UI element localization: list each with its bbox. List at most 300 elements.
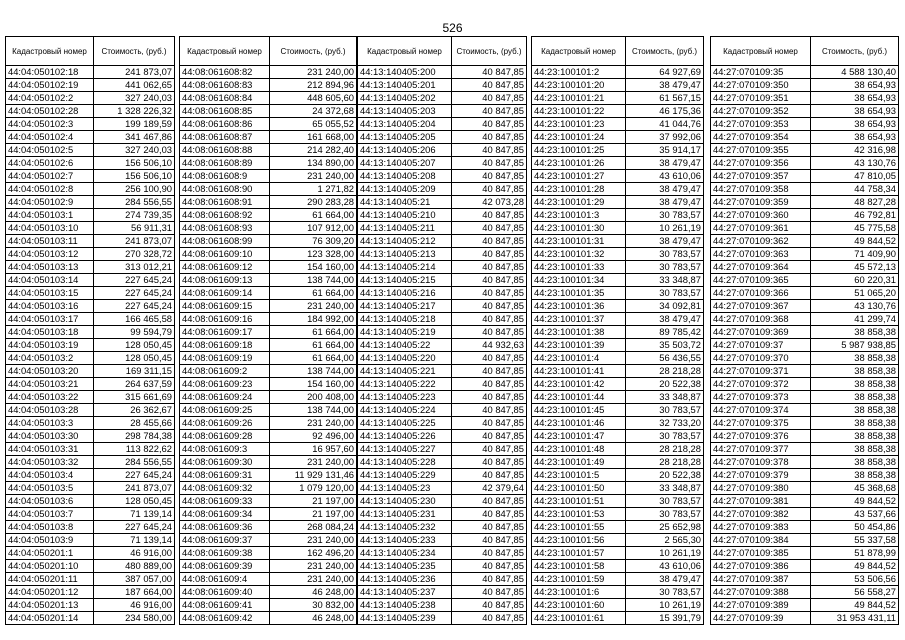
cost-cell: 40 847,85	[452, 326, 527, 339]
table-row	[180, 235, 357, 248]
cost-cell: 46 248,00	[270, 586, 357, 599]
table-row	[711, 508, 899, 521]
table-row	[711, 131, 899, 144]
table-row	[180, 92, 357, 105]
cadastral-number-cell: 44:23:100101:21	[532, 92, 626, 105]
cadastral-number-cell: 44:27:070109:355	[711, 144, 811, 157]
cost-cell: 49 844,52	[811, 560, 899, 573]
table-row	[711, 287, 899, 300]
table-row	[358, 560, 527, 573]
table-row	[711, 521, 899, 534]
cadastral-number-cell: 44:08:061609:2	[180, 365, 270, 378]
table-row	[180, 560, 357, 573]
cadastral-number-cell: 44:04:050103:3	[6, 417, 94, 430]
cost-cell: 71 139,14	[94, 508, 175, 521]
cost-cell: 38 654,93	[811, 105, 899, 118]
table-row	[6, 339, 175, 352]
cost-cell: 162 496,20	[270, 547, 357, 560]
cadastral-number-cell: 44:23:100101:29	[532, 196, 626, 209]
cost-cell: 28 218,28	[626, 456, 704, 469]
cadastral-number-cell: 44:04:050103:22	[6, 391, 94, 404]
cost-cell: 38 858,38	[811, 469, 899, 482]
cost-cell: 327 240,03	[94, 144, 175, 157]
cadastral-number-cell: 44:27:070109:360	[711, 209, 811, 222]
cadastral-number-cell: 44:04:050103:32	[6, 456, 94, 469]
cadastral-number-cell: 44:23:100101:4	[532, 352, 626, 365]
cadastral-number-cell: 44:13:140405:210	[358, 209, 452, 222]
cost-cell: 154 160,00	[270, 261, 357, 274]
cadastral-number-cell: 44:23:100101:37	[532, 313, 626, 326]
cost-cell: 40 847,85	[452, 469, 527, 482]
cadastral-number-cell: 44:13:140405:226	[358, 430, 452, 443]
cost-cell: 40 847,85	[452, 560, 527, 573]
cadastral-number-cell: 44:23:100101:44	[532, 391, 626, 404]
cadastral-number-cell: 44:27:070109:358	[711, 183, 811, 196]
cadastral-number-cell: 44:23:100101:34	[532, 274, 626, 287]
cadastral-number-cell: 44:08:061609:33	[180, 495, 270, 508]
cost-cell: 56 436,55	[626, 352, 704, 365]
table-row	[180, 105, 357, 118]
cost-cell: 45 572,13	[811, 261, 899, 274]
cost-cell: 38 479,47	[626, 196, 704, 209]
table-row	[180, 118, 357, 131]
cost-cell: 284 556,55	[94, 456, 175, 469]
cost-cell: 227 645,24	[94, 300, 175, 313]
table-row	[711, 365, 899, 378]
table-row	[180, 248, 357, 261]
table-row	[6, 495, 175, 508]
table-row	[358, 443, 527, 456]
cadastral-number-cell: 44:08:061609:3	[180, 443, 270, 456]
table-row	[532, 326, 704, 339]
cost-cell: 76 309,20	[270, 235, 357, 248]
cost-cell: 241 873,07	[94, 482, 175, 495]
table-row	[180, 365, 357, 378]
cadastral-number-cell: 44:13:140405:217	[358, 300, 452, 313]
cost-cell: 56 558,27	[811, 586, 899, 599]
cadastral-number-cell: 44:08:061609:42	[180, 612, 270, 625]
table-row	[532, 287, 704, 300]
cost-cell: 231 240,00	[270, 417, 357, 430]
cost-cell: 1 079 120,00	[270, 482, 357, 495]
cost-cell: 231 240,00	[270, 456, 357, 469]
table-row	[180, 469, 357, 482]
table-row	[711, 170, 899, 183]
table-row	[711, 417, 899, 430]
cadastral-number-cell: 44:27:070109:357	[711, 170, 811, 183]
table-row	[180, 378, 357, 391]
table-row	[180, 391, 357, 404]
cadastral-number-cell: 44:08:061609:15	[180, 300, 270, 313]
cost-cell: 38 858,38	[811, 365, 899, 378]
cadastral-number-cell: 44:27:070109:378	[711, 456, 811, 469]
cost-cell: 40 847,85	[452, 209, 527, 222]
cost-cell: 10 261,19	[626, 547, 704, 560]
cadastral-number-cell: 44:04:050201:10	[6, 560, 94, 573]
cadastral-number-cell: 44:27:070109:373	[711, 391, 811, 404]
cost-cell: 231 240,00	[270, 300, 357, 313]
table-row	[6, 196, 175, 209]
table-row	[180, 326, 357, 339]
cost-cell: 20 522,38	[626, 469, 704, 482]
table-row	[358, 235, 527, 248]
cost-cell: 40 847,85	[452, 404, 527, 417]
cadastral-number-cell: 44:04:050102:2	[6, 92, 94, 105]
table-row	[358, 482, 527, 495]
cadastral-number-cell: 44:13:140405:208	[358, 170, 452, 183]
table-row	[358, 456, 527, 469]
table-row	[532, 599, 704, 612]
cadastral-number-cell: 44:13:140405:227	[358, 443, 452, 456]
table-row	[711, 599, 899, 612]
cadastral-number-cell: 44:23:100101:3	[532, 209, 626, 222]
cadastral-number-cell: 44:27:070109:369	[711, 326, 811, 339]
table-row	[532, 183, 704, 196]
cost-cell: 65 055,52	[270, 118, 357, 131]
cost-cell: 214 282,40	[270, 144, 357, 157]
table-row	[358, 131, 527, 144]
cadastral-number-cell: 44:08:061609:12	[180, 261, 270, 274]
cost-cell: 64 927,69	[626, 66, 704, 79]
table-row	[358, 313, 527, 326]
cost-cell: 49 844,52	[811, 599, 899, 612]
cost-cell: 30 783,57	[626, 261, 704, 274]
cost-cell: 30 783,57	[626, 586, 704, 599]
cadastral-number-cell: 44:08:061609:30	[180, 456, 270, 469]
cadastral-number-cell: 44:04:050103:14	[6, 274, 94, 287]
table-row	[6, 105, 175, 118]
table-row	[711, 547, 899, 560]
cadastral-number-cell: 44:13:140405:225	[358, 417, 452, 430]
cadastral-number-cell: 44:27:070109:371	[711, 365, 811, 378]
cadastral-number-cell: 44:13:140405:205	[358, 131, 452, 144]
cadastral-number-cell: 44:23:100101:60	[532, 599, 626, 612]
cadastral-number-cell: 44:13:140405:215	[358, 274, 452, 287]
cost-cell: 44 758,34	[811, 183, 899, 196]
table-row	[358, 508, 527, 521]
cost-cell: 46 175,36	[626, 105, 704, 118]
cadastral-number-cell: 44:08:061608:9	[180, 170, 270, 183]
header-cost: Стоимость, (руб.)	[94, 37, 175, 66]
cost-cell: 61 664,00	[270, 326, 357, 339]
cost-cell: 51 065,20	[811, 287, 899, 300]
table-row	[6, 352, 175, 365]
cost-cell: 53 506,56	[811, 573, 899, 586]
cadastral-number-cell: 44:23:100101:28	[532, 183, 626, 196]
cadastral-number-cell: 44:27:070109:388	[711, 586, 811, 599]
cadastral-number-cell: 44:27:070109:376	[711, 430, 811, 443]
cadastral-number-cell: 44:04:050201:13	[6, 599, 94, 612]
table-row	[711, 482, 899, 495]
cadastral-number-cell: 44:08:061609:10	[180, 248, 270, 261]
cadastral-number-cell: 44:04:050201:14	[6, 612, 94, 625]
table-row	[6, 326, 175, 339]
table-row	[180, 274, 357, 287]
table-row	[6, 261, 175, 274]
table-row	[532, 300, 704, 313]
table-row	[6, 417, 175, 430]
cost-cell: 55 337,58	[811, 534, 899, 547]
table-row	[711, 573, 899, 586]
cadastral-number-cell: 44:23:100101:47	[532, 430, 626, 443]
cadastral-number-cell: 44:04:050103:1	[6, 209, 94, 222]
table-row	[6, 599, 175, 612]
cost-cell: 113 822,62	[94, 443, 175, 456]
cost-cell: 40 847,85	[452, 521, 527, 534]
cost-cell: 128 050,45	[94, 352, 175, 365]
table-row	[532, 612, 704, 625]
table-row	[358, 261, 527, 274]
cadastral-number-cell: 44:23:100101:36	[532, 300, 626, 313]
cost-cell: 341 467,86	[94, 131, 175, 144]
cadastral-number-cell: 44:13:140405:206	[358, 144, 452, 157]
cadastral-number-cell: 44:13:140405:203	[358, 105, 452, 118]
cost-cell: 40 847,85	[452, 391, 527, 404]
table-row	[358, 352, 527, 365]
table-row	[532, 404, 704, 417]
cadastral-number-cell: 44:13:140405:23	[358, 482, 452, 495]
cost-cell: 30 783,57	[626, 508, 704, 521]
table-row	[711, 339, 899, 352]
cadastral-number-cell: 44:04:050201:11	[6, 573, 94, 586]
cadastral-number-cell: 44:04:050103:17	[6, 313, 94, 326]
table-row	[711, 105, 899, 118]
cadastral-number-cell: 44:23:100101:22	[532, 105, 626, 118]
cadastral-number-cell: 44:23:100101:49	[532, 456, 626, 469]
table-row	[180, 339, 357, 352]
table-row	[6, 404, 175, 417]
cost-cell: 40 847,85	[452, 378, 527, 391]
table-row	[180, 313, 357, 326]
table-row	[711, 183, 899, 196]
cost-cell: 231 240,00	[270, 170, 357, 183]
table-row	[6, 365, 175, 378]
table-row	[6, 66, 175, 79]
table-row	[180, 183, 357, 196]
cost-cell: 25 652,98	[626, 521, 704, 534]
cost-cell: 16 957,60	[270, 443, 357, 456]
cost-cell: 169 311,15	[94, 365, 175, 378]
cadastral-number-cell: 44:04:050103:12	[6, 248, 94, 261]
cost-cell: 268 084,24	[270, 521, 357, 534]
cadastral-number-cell: 44:27:070109:380	[711, 482, 811, 495]
table-row	[532, 469, 704, 482]
cost-cell: 30 832,00	[270, 599, 357, 612]
cadastral-number-cell: 44:04:050103:9	[6, 534, 94, 547]
cadastral-number-cell: 44:08:061609:28	[180, 430, 270, 443]
cost-cell: 43 130,76	[811, 300, 899, 313]
cadastral-number-cell: 44:23:100101:38	[532, 326, 626, 339]
table-row	[180, 144, 357, 157]
table-row	[532, 443, 704, 456]
cadastral-number-cell: 44:04:050201:1	[6, 547, 94, 560]
cost-cell: 134 890,00	[270, 157, 357, 170]
table-row	[6, 573, 175, 586]
cost-cell: 40 847,85	[452, 105, 527, 118]
cadastral-number-cell: 44:13:140405:232	[358, 521, 452, 534]
table-row	[358, 365, 527, 378]
table-row	[180, 300, 357, 313]
cost-cell: 107 912,00	[270, 222, 357, 235]
table-row	[180, 547, 357, 560]
table-row	[180, 586, 357, 599]
cadastral-number-cell: 44:27:070109:354	[711, 131, 811, 144]
cost-cell: 21 197,00	[270, 495, 357, 508]
cost-cell: 187 664,00	[94, 586, 175, 599]
cadastral-number-cell: 44:04:050103:31	[6, 443, 94, 456]
cost-cell: 61 664,00	[270, 287, 357, 300]
cadastral-number-cell: 44:08:061608:84	[180, 92, 270, 105]
cadastral-number-cell: 44:08:061609:18	[180, 339, 270, 352]
table-row	[532, 508, 704, 521]
cost-cell: 32 733,20	[626, 417, 704, 430]
cadastral-number-cell: 44:04:050103:19	[6, 339, 94, 352]
table-row	[180, 430, 357, 443]
cadastral-number-cell: 44:13:140405:223	[358, 391, 452, 404]
cost-cell: 38 479,47	[626, 235, 704, 248]
table-row	[532, 391, 704, 404]
cadastral-number-cell: 44:27:070109:351	[711, 92, 811, 105]
cadastral-number-cell: 44:27:070109:37	[711, 339, 811, 352]
cost-cell: 40 847,85	[452, 183, 527, 196]
table-row	[532, 560, 704, 573]
table-row	[6, 443, 175, 456]
cadastral-number-cell: 44:23:100101:33	[532, 261, 626, 274]
cadastral-number-cell: 44:08:061609:13	[180, 274, 270, 287]
cadastral-number-cell: 44:08:061609:4	[180, 573, 270, 586]
cadastral-number-cell: 44:13:140405:221	[358, 365, 452, 378]
cadastral-number-cell: 44:27:070109:383	[711, 521, 811, 534]
cadastral-number-cell: 44:27:070109:356	[711, 157, 811, 170]
table-row	[532, 261, 704, 274]
table-row	[6, 157, 175, 170]
table-row	[711, 534, 899, 547]
table-row	[711, 378, 899, 391]
cadastral-number-cell: 44:23:100101:39	[532, 339, 626, 352]
cadastral-number-cell: 44:04:050102:7	[6, 170, 94, 183]
table-row	[711, 66, 899, 79]
table-row	[711, 326, 899, 339]
cost-cell: 61 664,00	[270, 339, 357, 352]
table-row	[358, 430, 527, 443]
table-row	[532, 209, 704, 222]
cost-cell: 30 783,57	[626, 495, 704, 508]
table-row	[180, 508, 357, 521]
cost-cell: 448 605,60	[270, 92, 357, 105]
table-row	[358, 391, 527, 404]
cost-cell: 40 847,85	[452, 443, 527, 456]
cost-cell: 43 537,66	[811, 508, 899, 521]
cadastral-number-cell: 44:08:061609:37	[180, 534, 270, 547]
cadastral-number-cell: 44:08:061609:38	[180, 547, 270, 560]
cost-cell: 313 012,21	[94, 261, 175, 274]
cadastral-number-cell: 44:04:050103:11	[6, 235, 94, 248]
cadastral-number-cell: 44:23:100101:41	[532, 365, 626, 378]
table-row	[532, 248, 704, 261]
cost-cell: 40 847,85	[452, 352, 527, 365]
table-row	[532, 66, 704, 79]
cost-cell: 231 240,00	[270, 66, 357, 79]
cadastral-number-cell: 44:23:100101:59	[532, 573, 626, 586]
cadastral-number-cell: 44:27:070109:375	[711, 417, 811, 430]
cadastral-number-cell: 44:27:070109:363	[711, 248, 811, 261]
cost-cell: 40 847,85	[452, 248, 527, 261]
cadastral-number-cell: 44:04:050102:18	[6, 66, 94, 79]
table-row	[358, 300, 527, 313]
cost-cell: 92 496,00	[270, 430, 357, 443]
cost-cell: 71 409,90	[811, 248, 899, 261]
table-row	[358, 599, 527, 612]
cadastral-number-cell: 44:27:070109:367	[711, 300, 811, 313]
cadastral-number-cell: 44:13:140405:237	[358, 586, 452, 599]
cadastral-number-cell: 44:04:050103:4	[6, 469, 94, 482]
table-row	[6, 469, 175, 482]
cost-cell: 38 654,93	[811, 92, 899, 105]
cost-cell: 40 847,85	[452, 222, 527, 235]
table-row	[6, 209, 175, 222]
table-row	[532, 170, 704, 183]
cadastral-number-cell: 44:13:140405:218	[358, 313, 452, 326]
table-row	[711, 274, 899, 287]
cost-cell: 34 092,81	[626, 300, 704, 313]
cost-cell: 227 645,24	[94, 287, 175, 300]
header-cadastral-number: Кадастровый номер	[358, 37, 452, 66]
cost-cell: 138 744,00	[270, 365, 357, 378]
cost-cell: 1 328 226,32	[94, 105, 175, 118]
cost-cell: 480 889,00	[94, 560, 175, 573]
cost-cell: 284 556,55	[94, 196, 175, 209]
cadastral-number-cell: 44:08:061609:31	[180, 469, 270, 482]
cost-cell: 40 847,85	[452, 261, 527, 274]
cadastral-number-cell: 44:04:050103:20	[6, 365, 94, 378]
table-row	[532, 378, 704, 391]
cadastral-number-cell: 44:27:070109:379	[711, 469, 811, 482]
cost-cell: 49 844,52	[811, 235, 899, 248]
cost-cell: 38 479,47	[626, 79, 704, 92]
cadastral-number-cell: 44:13:140405:202	[358, 92, 452, 105]
table-row	[180, 599, 357, 612]
cost-cell: 42 379,64	[452, 482, 527, 495]
table-row	[6, 430, 175, 443]
cadastral-table-1	[5, 36, 175, 625]
table-row	[180, 573, 357, 586]
table-row	[358, 339, 527, 352]
cadastral-number-cell: 44:23:100101:57	[532, 547, 626, 560]
table-row	[180, 404, 357, 417]
table-row	[358, 183, 527, 196]
table-row	[6, 248, 175, 261]
cost-cell: 128 050,45	[94, 495, 175, 508]
table-row	[532, 521, 704, 534]
table-row	[358, 612, 527, 625]
cadastral-number-cell: 44:23:100101:26	[532, 157, 626, 170]
cadastral-number-cell: 44:08:061609:26	[180, 417, 270, 430]
table-row	[532, 339, 704, 352]
cost-cell: 24 372,68	[270, 105, 357, 118]
table-row	[711, 144, 899, 157]
cadastral-number-cell: 44:08:061609:39	[180, 560, 270, 573]
cost-cell: 71 139,14	[94, 534, 175, 547]
cadastral-number-cell: 44:13:140405:235	[358, 560, 452, 573]
cadastral-number-cell: 44:13:140405:211	[358, 222, 452, 235]
table-row	[180, 482, 357, 495]
cost-cell: 40 847,85	[452, 430, 527, 443]
cadastral-number-cell: 44:27:070109:374	[711, 404, 811, 417]
header-cadastral-number: Кадастровый номер	[711, 37, 811, 66]
cost-cell: 231 240,00	[270, 534, 357, 547]
table-row	[6, 560, 175, 573]
cadastral-number-cell: 44:13:140405:238	[358, 599, 452, 612]
